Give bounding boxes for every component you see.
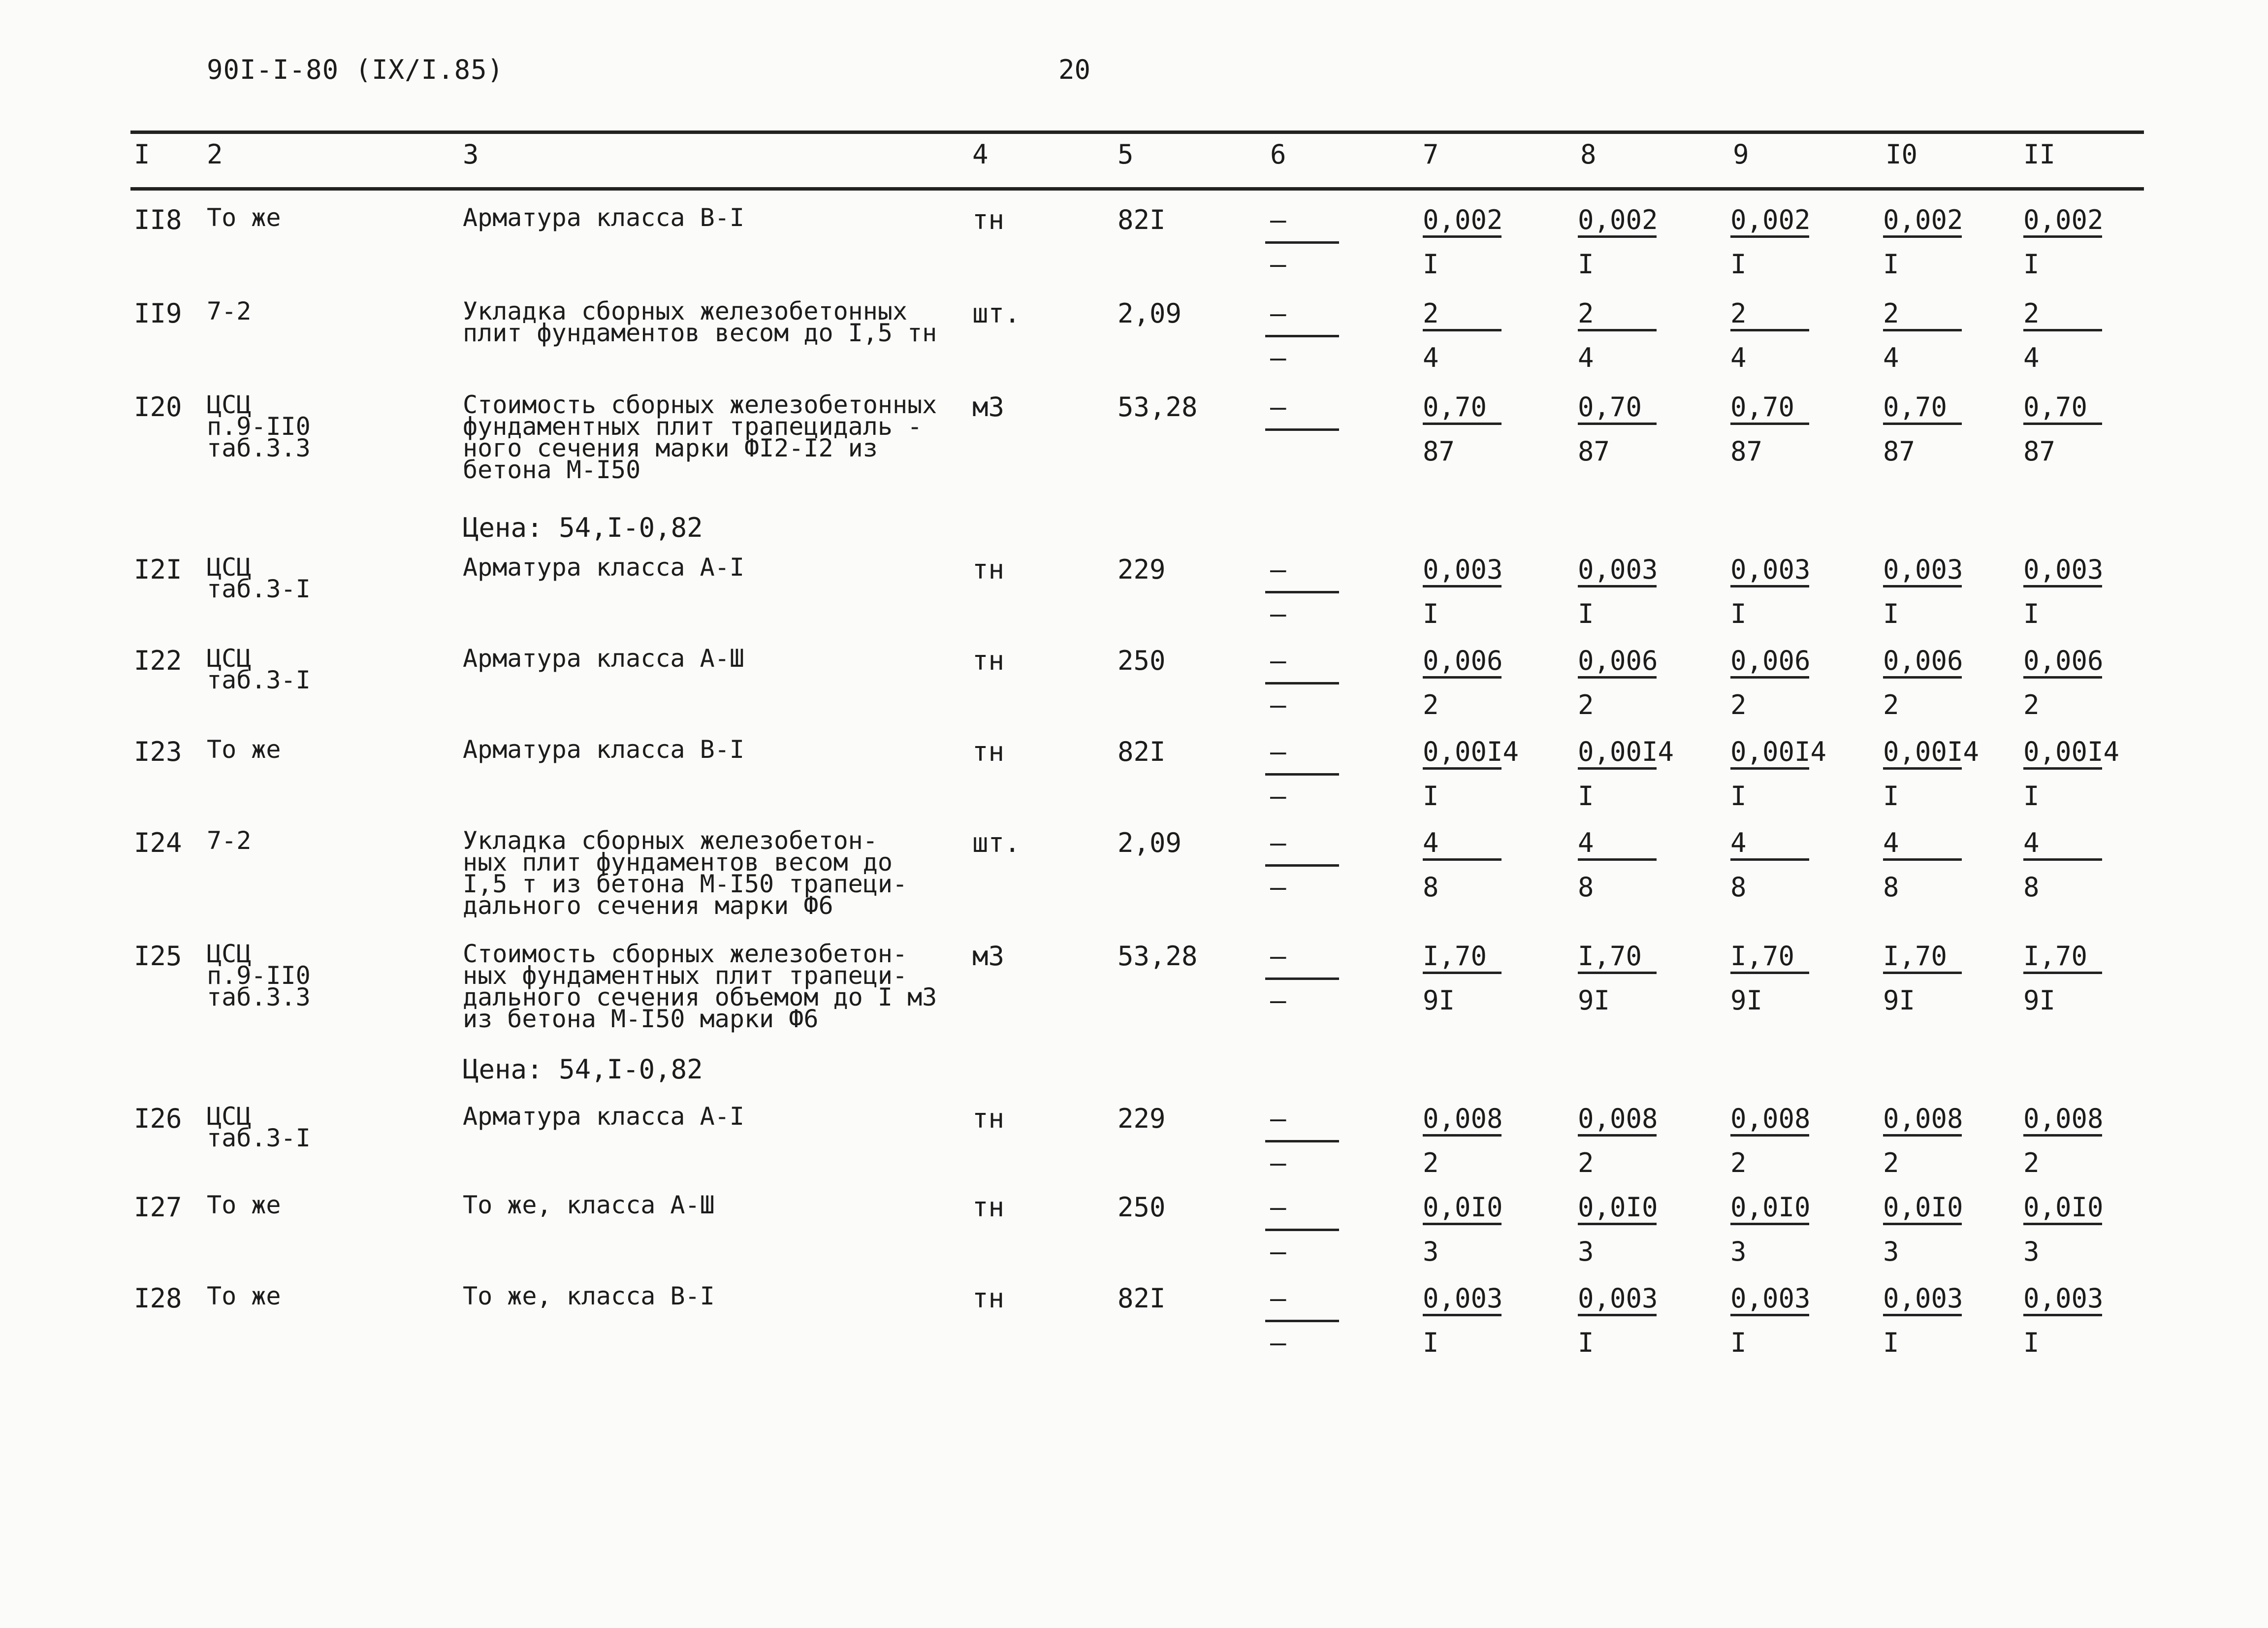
value-numerator: 0,0I0 — [1578, 1192, 1658, 1223]
value-numerator: 2 — [1883, 298, 1899, 329]
row-number: I26 — [134, 1103, 182, 1134]
value-denominator: 2 — [2023, 689, 2040, 720]
unit-price: 82I — [1118, 736, 1166, 767]
fraction-line — [1883, 767, 1962, 770]
value-numerator: 0,00I4 — [2023, 736, 2120, 767]
value-denominator: I — [1730, 1327, 1747, 1358]
value-denominator: 3 — [1730, 1236, 1747, 1267]
unit-price: 2,09 — [1118, 827, 1182, 858]
value-denominator: 8 — [1883, 872, 1899, 903]
col6-fraction-line — [1265, 591, 1339, 593]
value-numerator: 0,006 — [1423, 645, 1503, 676]
fraction-line — [1578, 1223, 1657, 1225]
value-numerator: 0,00I4 — [1423, 736, 1519, 767]
row-number: I23 — [134, 736, 182, 767]
fraction-line — [1730, 1134, 1809, 1137]
value-numerator: 0,70 — [1423, 391, 1487, 423]
col6-fraction-line — [1265, 682, 1339, 684]
fraction-line — [1423, 676, 1501, 679]
value-denominator: 3 — [2023, 1236, 2040, 1267]
fraction-line — [1423, 972, 1501, 974]
value-numerator: 0,00I4 — [1578, 736, 1674, 767]
unit-of-measure: тн — [972, 645, 1005, 676]
value-numerator: 0,00I4 — [1730, 736, 1827, 767]
value-numerator: 0,00I4 — [1883, 736, 1980, 767]
fraction-line — [2023, 767, 2102, 770]
fraction-line — [1883, 585, 1962, 587]
fraction-line — [1578, 1314, 1657, 1316]
row-number: I20 — [134, 391, 182, 423]
col6-fraction-line — [1265, 1229, 1339, 1231]
fraction-line — [1730, 423, 1809, 425]
norm-reference: ЦСЦ таб.3-I — [207, 553, 311, 603]
value-denominator: 9I — [2023, 985, 2056, 1016]
value-numerator: 0,006 — [2023, 645, 2104, 676]
fraction-line — [1578, 676, 1657, 679]
col6-top: – — [1270, 391, 1286, 423]
unit-price: 250 — [1118, 645, 1166, 676]
unit-price: 2,09 — [1118, 298, 1182, 329]
fraction-line — [1423, 235, 1501, 238]
fraction-line — [1883, 235, 1962, 238]
col6-top: – — [1270, 941, 1286, 972]
value-denominator: 2 — [1883, 689, 1899, 720]
norm-reference: 7-2 — [207, 297, 252, 326]
col6-top: – — [1270, 645, 1286, 676]
fraction-line — [1730, 329, 1809, 331]
col6-bottom: – — [1270, 781, 1286, 812]
unit-price: 82I — [1118, 204, 1166, 235]
col6-top: – — [1270, 827, 1286, 858]
value-denominator: I — [1578, 249, 1594, 280]
fraction-line — [1578, 235, 1657, 238]
value-numerator: 0,003 — [1883, 1283, 1963, 1314]
value-numerator: 0,002 — [1883, 204, 1963, 235]
col6-top: – — [1270, 298, 1286, 329]
value-denominator: I — [2023, 598, 2040, 629]
value-numerator: 0,008 — [1883, 1103, 1963, 1134]
value-denominator: 9I — [1730, 985, 1763, 1016]
fraction-line — [1578, 1134, 1657, 1137]
col6-bottom: – — [1270, 1327, 1286, 1358]
col6-bottom: – — [1270, 985, 1286, 1016]
row-number: I22 — [134, 645, 182, 676]
fraction-line — [1883, 1134, 1962, 1137]
value-numerator: 2 — [2023, 298, 2040, 329]
row-number: I28 — [134, 1283, 182, 1314]
fraction-line — [1883, 1314, 1962, 1316]
value-denominator: I — [1883, 598, 1899, 629]
value-numerator: 0,002 — [2023, 204, 2104, 235]
value-denominator: 2 — [1730, 689, 1747, 720]
fraction-line — [1578, 767, 1657, 770]
fraction-line — [1423, 767, 1501, 770]
fraction-line — [1423, 329, 1501, 331]
value-denominator: 4 — [2023, 342, 2040, 373]
unit-price: 250 — [1118, 1192, 1166, 1223]
column-header-10: I0 — [1885, 139, 1918, 170]
value-denominator: 2 — [1423, 689, 1439, 720]
value-denominator: 87 — [1423, 436, 1455, 467]
value-numerator: 0,003 — [1578, 1283, 1658, 1314]
value-numerator: 0,003 — [2023, 1283, 2104, 1314]
fraction-line — [2023, 972, 2102, 974]
value-numerator: 0,003 — [1730, 554, 1811, 585]
value-denominator: I — [1423, 781, 1439, 812]
column-header-5: 5 — [1118, 139, 1134, 170]
value-denominator: I — [2023, 1327, 2040, 1358]
value-numerator: 4 — [1730, 827, 1747, 858]
row-number: II9 — [134, 298, 182, 329]
col6-fraction-line — [1265, 1140, 1339, 1142]
work-description: Арматура класса В-I — [463, 735, 744, 764]
norm-reference: То же — [207, 1282, 281, 1310]
col6-top: – — [1270, 1103, 1286, 1134]
column-header-7: 7 — [1423, 139, 1439, 170]
column-header-4: 4 — [972, 139, 989, 170]
fraction-line — [1578, 423, 1657, 425]
fraction-line — [1883, 858, 1962, 861]
value-numerator: 0,006 — [1578, 645, 1658, 676]
col6-bottom: – — [1270, 1236, 1286, 1267]
value-denominator: 4 — [1578, 342, 1594, 373]
fraction-line — [1578, 329, 1657, 331]
value-denominator: I — [1730, 598, 1747, 629]
value-numerator: 0,0I0 — [1730, 1192, 1811, 1223]
row-number: I27 — [134, 1192, 182, 1223]
work-description: Арматура класса А-I — [463, 1102, 744, 1131]
col6-fraction-line — [1265, 773, 1339, 776]
page-number: 20 — [1058, 54, 1091, 85]
value-denominator: I — [1578, 781, 1594, 812]
value-denominator: 2 — [2023, 1147, 2040, 1178]
value-numerator: 0,70 — [1883, 391, 1948, 423]
value-denominator: 3 — [1423, 1236, 1439, 1267]
norm-reference: ЦСЦ п.9-II0 таб.3.3 — [207, 940, 311, 1011]
col6-bottom: – — [1270, 689, 1286, 720]
fraction-line — [1883, 676, 1962, 679]
value-numerator: 0,003 — [1883, 554, 1963, 585]
work-description: Укладка сборных железобетонных плит фундаментов весом до I,5 тн — [463, 297, 937, 347]
value-denominator: 8 — [1730, 872, 1747, 903]
col6-fraction-line — [1265, 241, 1339, 244]
col6-top: – — [1270, 736, 1286, 767]
fraction-line — [1423, 1314, 1501, 1316]
col6-top: – — [1270, 1192, 1286, 1223]
value-denominator: 3 — [1578, 1236, 1594, 1267]
unit-of-measure: м3 — [972, 941, 1005, 972]
work-description: То же, класса А-Ш — [463, 1191, 715, 1219]
value-denominator: 2 — [1730, 1147, 1747, 1178]
fraction-line — [1423, 1134, 1501, 1137]
row-number: I24 — [134, 827, 182, 858]
fraction-line — [1423, 858, 1501, 861]
col6-bottom: – — [1270, 342, 1286, 373]
fraction-line — [2023, 235, 2102, 238]
row-number: I25 — [134, 941, 182, 972]
column-header-11: II — [2023, 139, 2056, 170]
unit-of-measure: тн — [972, 204, 1005, 235]
col6-fraction-line — [1265, 1320, 1339, 1322]
fraction-line — [1883, 1223, 1962, 1225]
fraction-line — [1883, 423, 1962, 425]
value-denominator: I — [1578, 1327, 1594, 1358]
column-header-1: I — [134, 139, 150, 170]
value-numerator: 0,70 — [1730, 391, 1795, 423]
fraction-line — [2023, 423, 2102, 425]
value-denominator: I — [1883, 1327, 1899, 1358]
col6-fraction-line — [1265, 335, 1339, 337]
fraction-line — [2023, 676, 2102, 679]
unit-of-measure: шт. — [972, 827, 1021, 858]
value-denominator: 8 — [1578, 872, 1594, 903]
col6-bottom: – — [1270, 249, 1286, 280]
fraction-line — [2023, 585, 2102, 587]
value-numerator: 0,006 — [1883, 645, 1963, 676]
unit-of-measure: тн — [972, 1283, 1005, 1314]
work-description: Стоимость сборных железобетонных фундаментных плит трапецидаль - ного сечения марки ФI2-I2 из бетона М-I50 — [463, 391, 937, 484]
value-denominator: 2 — [1883, 1147, 1899, 1178]
col6-top: – — [1270, 1283, 1286, 1314]
table-header-rule — [130, 187, 2144, 191]
value-denominator: I — [2023, 781, 2040, 812]
fraction-line — [1730, 1223, 1809, 1225]
value-numerator: 0,70 — [1578, 391, 1642, 423]
fraction-line — [1730, 1314, 1809, 1316]
fraction-line — [1578, 858, 1657, 861]
column-header-2: 2 — [207, 139, 223, 170]
price-note: Цена: 54,I-0,82 — [463, 512, 703, 543]
col6-bottom: – — [1270, 872, 1286, 903]
value-denominator: 3 — [1883, 1236, 1899, 1267]
table-top-rule — [130, 130, 2144, 134]
fraction-line — [2023, 1134, 2102, 1137]
price-note: Цена: 54,I-0,82 — [463, 1054, 703, 1085]
value-denominator: I — [1423, 598, 1439, 629]
col6-fraction-line — [1265, 864, 1339, 867]
norm-reference: ЦСЦ таб.3-I — [207, 1102, 311, 1152]
value-numerator: 2 — [1423, 298, 1439, 329]
value-denominator: 4 — [1730, 342, 1747, 373]
fraction-line — [1883, 972, 1962, 974]
value-denominator: 9I — [1578, 985, 1610, 1016]
value-denominator: 87 — [1730, 436, 1763, 467]
value-denominator: I — [1730, 781, 1747, 812]
value-denominator: 4 — [1883, 342, 1899, 373]
work-description: Стоимость сборных железобетон- ных фундаментных плит трапеци- дального сечения объемом до I м3 из бетона М-I50 марки Ф6 — [463, 940, 937, 1033]
fraction-line — [1423, 585, 1501, 587]
value-denominator: I — [1883, 249, 1899, 280]
value-denominator: I — [2023, 249, 2040, 280]
value-numerator: 4 — [1578, 827, 1594, 858]
column-header-3: 3 — [463, 139, 479, 170]
value-numerator: 0,002 — [1423, 204, 1503, 235]
work-description: То же, класса В-I — [463, 1282, 715, 1310]
unit-of-measure: тн — [972, 554, 1005, 585]
fraction-line — [2023, 858, 2102, 861]
value-denominator: I — [1730, 249, 1747, 280]
value-denominator: 4 — [1423, 342, 1439, 373]
unit-of-measure: шт. — [972, 298, 1021, 329]
value-numerator: 2 — [1730, 298, 1747, 329]
value-denominator: I — [1578, 598, 1594, 629]
value-numerator: 0,008 — [1578, 1103, 1658, 1134]
value-numerator: I,70 — [1730, 941, 1795, 972]
value-numerator: 0,70 — [2023, 391, 2088, 423]
value-numerator: 0,002 — [1730, 204, 1811, 235]
value-numerator: 0,0I0 — [1423, 1192, 1503, 1223]
fraction-line — [1883, 329, 1962, 331]
value-denominator: 9I — [1883, 985, 1916, 1016]
norm-reference: ЦСЦ таб.3-I — [207, 644, 311, 694]
value-denominator: 2 — [1578, 1147, 1594, 1178]
col6-bottom: – — [1270, 598, 1286, 629]
value-denominator: I — [1423, 1327, 1439, 1358]
value-numerator: 0,003 — [2023, 554, 2104, 585]
fraction-line — [1730, 767, 1809, 770]
fraction-line — [1730, 858, 1809, 861]
fraction-line — [2023, 1223, 2102, 1225]
norm-reference: ЦСЦ п.9-II0 таб.3.3 — [207, 391, 311, 462]
value-numerator: 0,003 — [1730, 1283, 1811, 1314]
value-numerator: 0,002 — [1578, 204, 1658, 235]
fraction-line — [1730, 585, 1809, 587]
value-numerator: 0,008 — [1423, 1103, 1503, 1134]
fraction-line — [1423, 1223, 1501, 1225]
col6-fraction-line — [1265, 977, 1339, 980]
value-numerator: 4 — [1883, 827, 1899, 858]
value-numerator: 4 — [1423, 827, 1439, 858]
unit-of-measure: тн — [972, 736, 1005, 767]
work-description: Арматура класса А-I — [463, 553, 744, 582]
work-description: Арматура класса А-Ш — [463, 644, 744, 673]
value-numerator: 2 — [1578, 298, 1594, 329]
value-numerator: 0,008 — [2023, 1103, 2104, 1134]
fraction-line — [1730, 235, 1809, 238]
value-numerator: I,70 — [1883, 941, 1948, 972]
value-denominator: 87 — [1578, 436, 1610, 467]
col6-fraction-line — [1265, 428, 1339, 431]
fraction-line — [1578, 585, 1657, 587]
value-numerator: I,70 — [2023, 941, 2088, 972]
value-numerator: 0,003 — [1423, 1283, 1503, 1314]
value-denominator: 2 — [1423, 1147, 1439, 1178]
column-header-6: 6 — [1270, 139, 1286, 170]
value-numerator: 0,0I0 — [2023, 1192, 2104, 1223]
col6-top: – — [1270, 204, 1286, 235]
unit-price: 229 — [1118, 1103, 1166, 1134]
unit-of-measure: тн — [972, 1103, 1005, 1134]
fraction-line — [1730, 972, 1809, 974]
value-numerator: I,70 — [1423, 941, 1487, 972]
unit-price: 82I — [1118, 1283, 1166, 1314]
col6-top: – — [1270, 554, 1286, 585]
value-numerator: 4 — [2023, 827, 2040, 858]
value-denominator: 2 — [1578, 689, 1594, 720]
work-description: Укладка сборных железобетон- ных плит фундаментов весом до I,5 т из бетона М-I50 трапеци- дального сечения марки Ф6 — [463, 826, 908, 920]
row-number: II8 — [134, 204, 182, 235]
fraction-line — [1578, 972, 1657, 974]
unit-price: 53,28 — [1118, 941, 1198, 972]
value-denominator: 87 — [1883, 436, 1916, 467]
column-header-9: 9 — [1733, 139, 1749, 170]
value-numerator: 0,003 — [1423, 554, 1503, 585]
unit-of-measure: м3 — [972, 391, 1005, 423]
work-description: Арматура класса В-I — [463, 203, 744, 232]
fraction-line — [1423, 423, 1501, 425]
value-denominator: 87 — [2023, 436, 2056, 467]
fraction-line — [2023, 1314, 2102, 1316]
norm-reference: 7-2 — [207, 826, 252, 855]
row-number: I2I — [134, 554, 182, 585]
value-denominator: 9I — [1423, 985, 1455, 1016]
column-header-8: 8 — [1580, 139, 1597, 170]
value-denominator: 8 — [2023, 872, 2040, 903]
value-numerator: 0,003 — [1578, 554, 1658, 585]
norm-reference: То же — [207, 735, 281, 764]
value-numerator: 0,006 — [1730, 645, 1811, 676]
unit-price: 53,28 — [1118, 391, 1198, 423]
doc-code: 90I-I-80 (IX/I.85) — [207, 54, 504, 85]
norm-reference: То же — [207, 1191, 281, 1219]
value-denominator: I — [1423, 249, 1439, 280]
unit-price: 229 — [1118, 554, 1166, 585]
value-numerator: 0,008 — [1730, 1103, 1811, 1134]
col6-bottom: – — [1270, 1147, 1286, 1178]
fraction-line — [2023, 329, 2102, 331]
norm-reference: То же — [207, 203, 281, 232]
value-denominator: I — [1883, 781, 1899, 812]
value-numerator: 0,0I0 — [1883, 1192, 1963, 1223]
unit-of-measure: тн — [972, 1192, 1005, 1223]
value-numerator: I,70 — [1578, 941, 1642, 972]
value-denominator: 8 — [1423, 872, 1439, 903]
fraction-line — [1730, 676, 1809, 679]
